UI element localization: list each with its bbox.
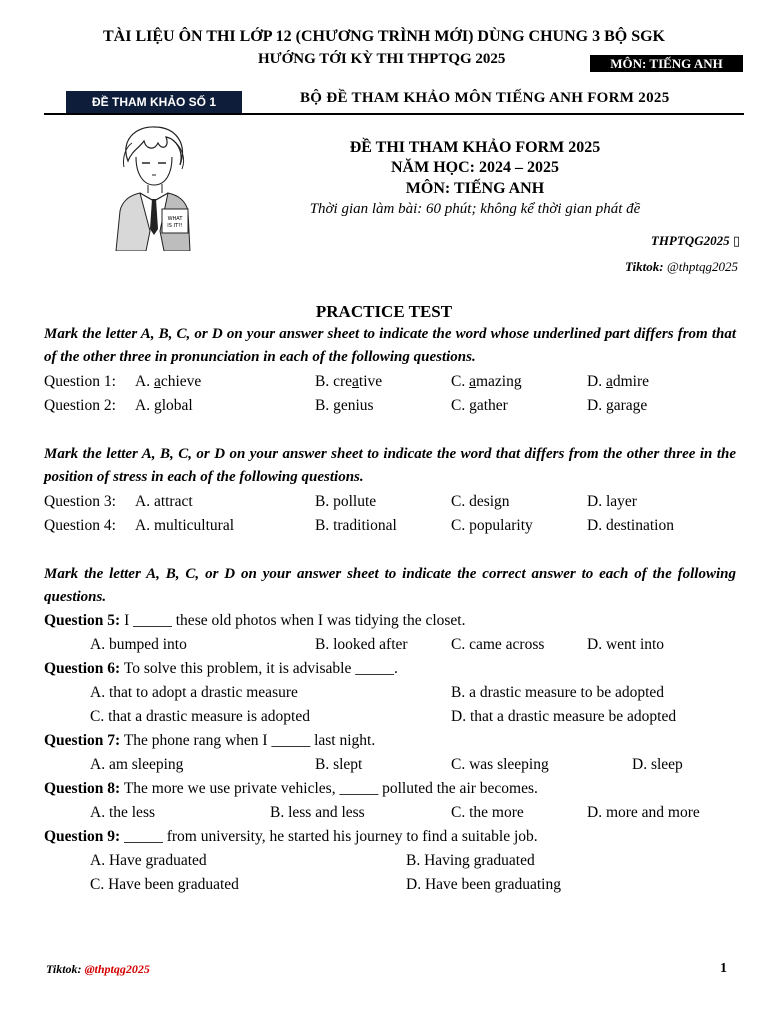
question-label: Question 3: (44, 493, 116, 510)
option-c: C. that a drastic measure is adopted (90, 708, 310, 725)
option-b: B. less and less (270, 804, 365, 821)
page-number: 1 (720, 961, 727, 976)
option-a: A. multicultural (135, 517, 235, 534)
option-c: C. popularity (451, 517, 533, 534)
question-6 (44, 657, 398, 681)
option-b: B. creative (315, 373, 383, 390)
option-c: C. amazing (451, 373, 522, 390)
test-number-badge: ĐỀ THAM KHẢO SỐ 1 (66, 91, 242, 113)
question-label: Question 7: (44, 732, 121, 749)
test-set-title: BỘ ĐỀ THAM KHẢO MÔN TIẾNG ANH FORM 2025 (300, 90, 670, 106)
option-d: D. layer (587, 493, 637, 510)
option-a: A. am sleeping (90, 756, 184, 773)
option-a: A. the less (90, 804, 156, 821)
question-label: Question 4: (44, 517, 116, 534)
question-stem: To solve this problem, it is advisable _____. (123, 660, 398, 677)
section-instruction: Mark the letter A, B, C, or D on your answer sheet to indicate the word whose underlined part differs from that of the other three in pronunciation in each of the following questions. (44, 326, 736, 365)
header-line-1: TÀI LIỆU ÔN THI LỚP 12 (CHƯƠNG TRÌNH MỚI) DÙNG CHUNG 3 BỘ SGK (103, 28, 665, 45)
question-label: Question 2: (44, 397, 116, 414)
option-b: B. Having graduated (406, 852, 535, 869)
option-c: C. gather (451, 397, 508, 414)
option-a: A. attract (135, 493, 193, 510)
footer-tiktok-handle[interactable]: @thptqg2025 (84, 962, 150, 976)
option-c: C. came across (451, 636, 545, 653)
exam-time: Thời gian làm bài: 60 phút; không kể thời gian phát đề (309, 201, 641, 217)
option-b: B. traditional (315, 517, 397, 534)
option-c: C. design (451, 493, 510, 510)
question-stem: The phone rang when I _____ last night. (123, 732, 376, 749)
character-illustration (110, 121, 195, 251)
option-d: D. sleep (632, 756, 683, 773)
practice-title: PRACTICE TEST (315, 302, 453, 321)
tiktok-label: Tiktok: (625, 259, 664, 274)
option-d: D. that a drastic measure be adopted (451, 708, 677, 725)
exam-tag: THPTQG2025 ▯ (650, 233, 740, 248)
question-9 (44, 825, 538, 849)
option-a: A. Have graduated (90, 852, 207, 869)
question-stem: I _____ these old photos when I was tidying the closet. (124, 612, 466, 629)
footer-tiktok-label: Tiktok: (46, 962, 82, 976)
option-d: D. more and more (587, 804, 700, 821)
option-b: B. genius (315, 397, 374, 414)
option-c: C. was sleeping (451, 756, 549, 773)
section-instruction: Mark the letter A, B, C, or D on your answer sheet to indicate the word that differs from the other three in the position of stress in each of the following questions. (44, 446, 736, 485)
header-divider (44, 113, 744, 115)
option-a: A. global (135, 397, 193, 414)
question-7 (44, 729, 375, 753)
option-a: A. achieve (135, 373, 202, 390)
option-b: B. pollute (315, 493, 377, 510)
question-label: Question 8: (44, 780, 121, 797)
option-d: D. destination (587, 517, 674, 534)
subject-badge: MÔN: TIẾNG ANH (590, 55, 743, 72)
svg-text:IS IT?!: IS IT?! (167, 223, 183, 229)
exam-title: ĐỀ THI THAM KHẢO FORM 2025 (349, 139, 601, 156)
option-d: D. admire (587, 373, 649, 390)
section-instruction: Mark the letter A, B, C, or D on your answer sheet to indicate the correct answer to each of the following questions. (44, 566, 736, 605)
option-b: B. a drastic measure to be adopted (451, 684, 665, 701)
option-a: A. bumped into (90, 636, 187, 653)
question-stem: The more we use private vehicles, _____ polluted the air becomes. (123, 780, 538, 797)
question-label: Question 9: (44, 828, 121, 845)
question-label: Question 1: (44, 373, 116, 390)
question-stem: _____ from university, he started his journey to find a suitable job. (124, 828, 538, 845)
question-5 (44, 609, 465, 633)
header-line-2: HƯỚNG TỚI KỲ THI THPTQG 2025 (258, 51, 506, 67)
option-a: A. that to adopt a drastic measure (90, 684, 298, 701)
option-c: C. the more (451, 804, 524, 821)
option-b: B. looked after (315, 636, 408, 653)
question-8 (44, 777, 538, 801)
exam-year: NĂM HỌC: 2024 – 2025 (391, 159, 559, 176)
option-d: D. garage (587, 397, 648, 414)
question-label: Question 6: (44, 660, 121, 677)
question-label: Question 5: (44, 612, 121, 629)
option-c: C. Have been graduated (90, 876, 239, 893)
footer-tiktok (46, 962, 150, 977)
tiktok-credit (625, 259, 738, 275)
svg-text:WHAT: WHAT (167, 216, 183, 222)
exam-subject: MÔN: TIẾNG ANH (405, 180, 545, 197)
option-b: B. slept (315, 756, 363, 773)
option-d: D. went into (587, 636, 665, 653)
tiktok-handle: @thptqg2025 (666, 259, 738, 274)
option-d: D. Have been graduating (406, 876, 561, 893)
